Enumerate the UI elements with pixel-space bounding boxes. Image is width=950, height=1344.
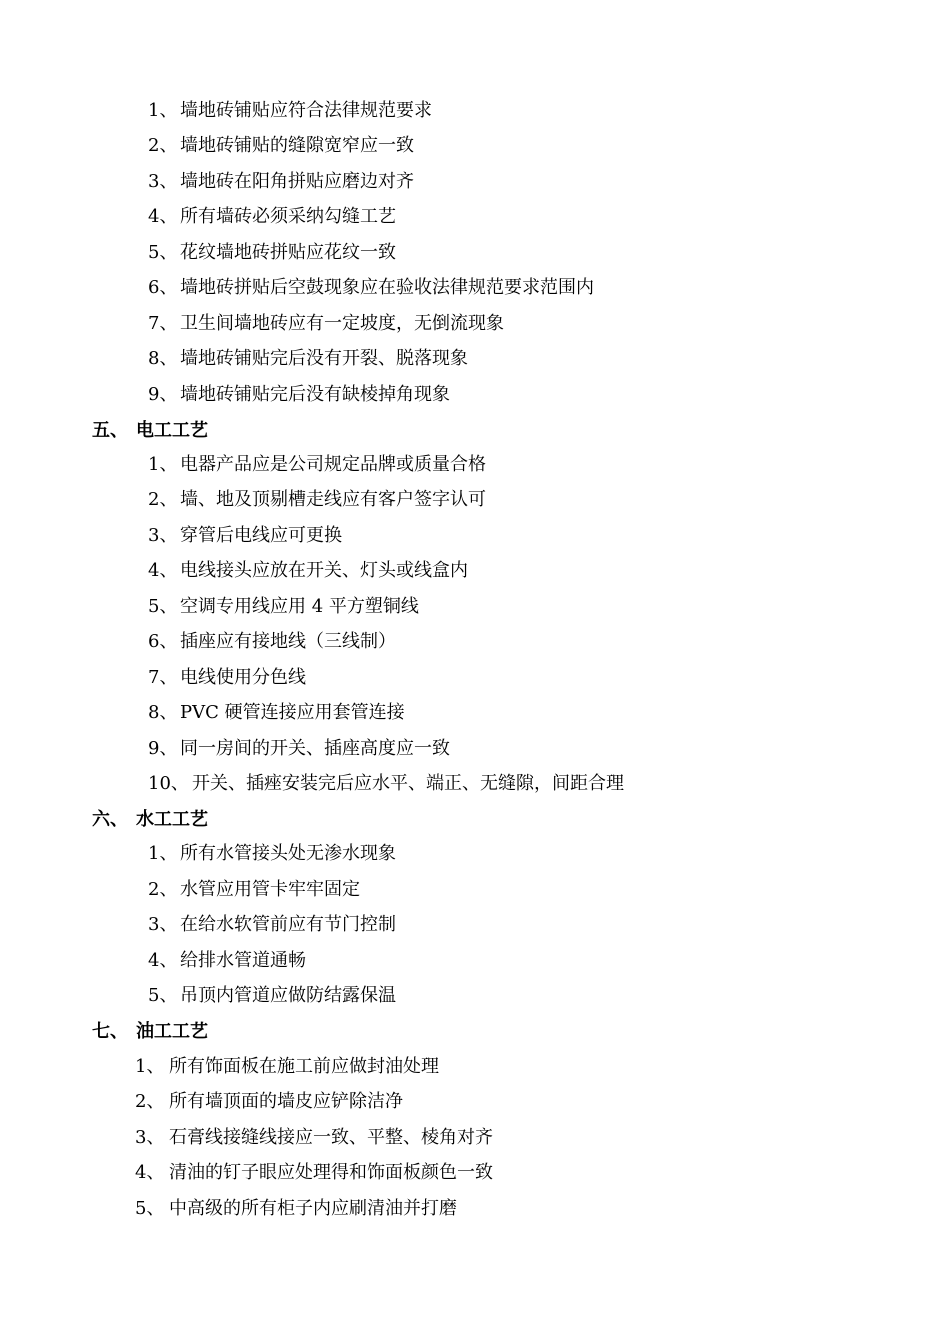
list-item	[148, 666, 306, 690]
item-number: 10、	[148, 773, 189, 794]
list-item	[135, 1055, 439, 1079]
item-text: PVC 硬管连接应用套管连接	[180, 702, 405, 723]
list-item	[148, 241, 396, 265]
list-item	[148, 488, 486, 512]
item-number: 4、	[148, 560, 178, 581]
item-text: 穿管后电线应可更换	[180, 525, 342, 546]
item-text: 空调专用线应用 4 平方塑铜线	[180, 596, 419, 617]
list-item	[148, 276, 594, 300]
item-number: 7、	[148, 667, 178, 688]
item-text: 石膏线接缝线接应一致、平整、棱角对齐	[169, 1127, 493, 1148]
item-text: 墙地砖铺贴完后没有缺棱掉角现象	[180, 384, 450, 405]
item-number: 2、	[148, 135, 178, 156]
list-item	[148, 134, 414, 158]
list-item	[148, 524, 342, 548]
item-number: 6、	[148, 631, 178, 652]
item-number: 8、	[148, 348, 178, 369]
section-heading	[92, 419, 208, 443]
list-item	[148, 453, 486, 477]
list-item	[148, 878, 360, 902]
item-number: 5、	[148, 242, 178, 263]
item-text: 卫生间墙地砖应有一定坡度，无倒流现象	[180, 313, 504, 334]
item-number: 5、	[135, 1198, 165, 1219]
item-number: 2、	[135, 1091, 165, 1112]
section-heading	[92, 808, 208, 832]
list-item	[148, 949, 306, 973]
list-item	[135, 1161, 493, 1185]
list-item	[148, 984, 396, 1008]
list-item	[148, 99, 432, 123]
section-title: 电工工艺	[136, 420, 208, 441]
item-number: 1、	[148, 100, 178, 121]
item-text: 同一房间的开关、插座高度应一致	[180, 738, 450, 759]
item-text: 墙地砖铺贴应符合法律规范要求	[180, 100, 432, 121]
list-item	[148, 772, 624, 796]
item-number: 5、	[148, 596, 178, 617]
list-item	[148, 383, 450, 407]
item-number: 5、	[148, 985, 178, 1006]
item-text: 电器产品应是公司规定品牌或质量合格	[180, 454, 486, 475]
item-number: 3、	[148, 914, 178, 935]
item-text: 吊顶内管道应做防结露保温	[180, 985, 396, 1006]
list-item	[148, 842, 396, 866]
list-item	[135, 1126, 493, 1150]
item-number: 7、	[148, 313, 178, 334]
list-item	[135, 1090, 403, 1114]
item-text: 给排水管道通畅	[180, 950, 306, 971]
item-number: 1、	[135, 1056, 165, 1077]
section-title: 油工工艺	[136, 1021, 208, 1042]
item-text: 墙地砖铺贴的缝隙宽窄应一致	[180, 135, 414, 156]
item-text: 墙、地及顶剔槽走线应有客户签字认可	[180, 489, 486, 510]
item-number: 2、	[148, 879, 178, 900]
item-number: 9、	[148, 738, 178, 759]
item-text: 电线使用分色线	[180, 667, 306, 688]
item-text: 墙地砖拼贴后空鼓现象应在验收法律规范要求范围内	[180, 277, 594, 298]
item-number: 9、	[148, 384, 178, 405]
item-text: 中高级的所有柜子内应刷清油并打磨	[169, 1198, 457, 1219]
item-number: 2、	[148, 489, 178, 510]
item-number: 1、	[148, 843, 178, 864]
list-item	[148, 595, 419, 619]
list-item	[148, 312, 504, 336]
item-text: 清油的钉子眼应处理得和饰面板颜色一致	[169, 1162, 493, 1183]
item-number: 3、	[148, 171, 178, 192]
list-item	[135, 1197, 457, 1221]
section-number: 六、	[92, 809, 128, 830]
list-item	[148, 559, 468, 583]
item-text: 花纹墙地砖拼贴应花纹一致	[180, 242, 396, 263]
item-number: 8、	[148, 702, 178, 723]
item-number: 4、	[148, 206, 178, 227]
list-item	[148, 170, 414, 194]
list-item	[148, 347, 468, 371]
section-number: 七、	[92, 1021, 128, 1042]
item-number: 4、	[148, 950, 178, 971]
item-text: 墙地砖在阳角拼贴应磨边对齐	[180, 171, 414, 192]
list-item	[148, 205, 396, 229]
list-item	[148, 913, 396, 937]
section-number: 五、	[92, 420, 128, 441]
list-item	[148, 701, 405, 725]
section-heading	[92, 1020, 208, 1044]
item-text: 在给水软管前应有节门控制	[180, 914, 396, 935]
item-text: 所有墙砖必须采纳勾缝工艺	[180, 206, 396, 227]
item-number: 3、	[135, 1127, 165, 1148]
item-number: 3、	[148, 525, 178, 546]
item-text: 电线接头应放在开关、灯头或线盒内	[180, 560, 468, 581]
item-text: 水管应用管卡牢牢固定	[180, 879, 360, 900]
item-number: 1、	[148, 454, 178, 475]
item-text: 所有水管接头处无渗水现象	[180, 843, 396, 864]
item-text: 所有饰面板在施工前应做封油处理	[169, 1056, 439, 1077]
item-text: 插座应有接地线（三线制）	[180, 631, 396, 652]
item-number: 4、	[135, 1162, 165, 1183]
item-text: 开关、插痤安装完后应水平、端正、无缝隙，间距合理	[192, 773, 624, 794]
item-text: 墙地砖铺贴完后没有开裂、脱落现象	[180, 348, 468, 369]
section-title: 水工工艺	[136, 809, 208, 830]
list-item	[148, 737, 450, 761]
item-text: 所有墙顶面的墙皮应铲除洁净	[169, 1091, 403, 1112]
list-item	[148, 630, 396, 654]
item-number: 6、	[148, 277, 178, 298]
